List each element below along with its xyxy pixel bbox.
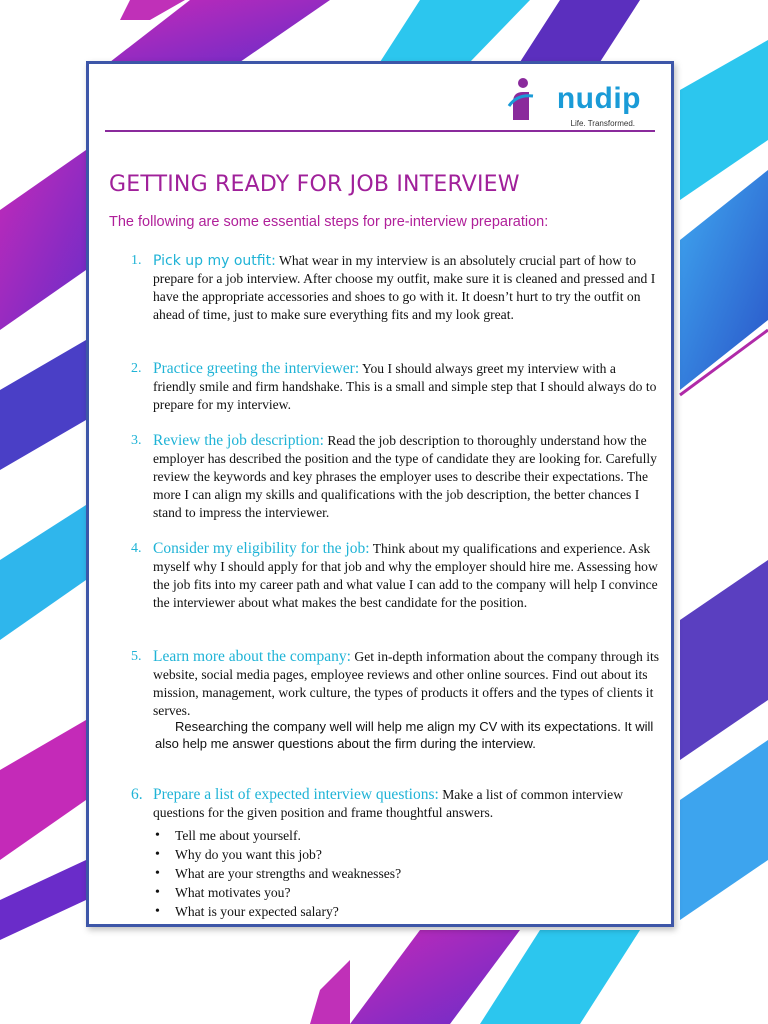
step-body: What wear in my interview is an absolutely crucial part of how to prepare for a job interview. After choose my outfit, make sure it is cleaned and pressed and I have the appropriate accessories and shoes to go with it. It doesn’t hurt to try the outfit on ahead of time, just to make sure everything fits and my look great.: [153, 253, 656, 322]
question-list: [155, 826, 401, 921]
step-heading: Learn more about the company:: [153, 648, 351, 665]
person-icon: [507, 76, 537, 120]
brand-logo: [501, 76, 641, 130]
list-item: • What motivates you?: [155, 883, 401, 902]
step-note: Researching the company well will help me align my CV with its expectations. It will also help me answer questions about the firm during the interview.: [155, 719, 654, 751]
list-item: • Tell me about yourself.: [155, 826, 401, 845]
step-item: [131, 540, 661, 612]
intro-text: The following are some essential steps for pre-interview preparation:: [109, 214, 549, 230]
page-title: GETTING READY FOR JOB INTERVIEW: [109, 172, 520, 197]
header-divider: [105, 130, 655, 132]
step-heading: Consider my eligibility for the job:: [153, 540, 370, 557]
brand-name: nudip: [556, 82, 641, 115]
step-number: 3.: [131, 433, 142, 448]
list-item: • What are your strengths and weaknesses?: [155, 864, 401, 883]
step-heading: Pick up my outfit:: [153, 253, 276, 269]
brand-tagline: Life. Transformed.: [570, 119, 635, 128]
step-number: 1.: [131, 253, 142, 268]
step-item: [131, 432, 661, 522]
step-number: 6.: [131, 786, 143, 803]
step-body: You I should always greet my interview with a friendly smile and firm handshake. This is a small and simple step that I should always do to prepare for my interview.: [153, 361, 657, 412]
step-number: 4.: [131, 541, 142, 556]
step-item: [131, 360, 661, 414]
step-body: Read the job description to thoroughly understand how the employer has described the position and the type of candidate they are looking for. Carefully review the keywords and key phrases the employer uses to describe their expectations. The more I can align my skills and qualifications with the job description, the better chances I stand to impress the interviewer.: [153, 433, 657, 520]
list-item: • What is your expected salary?: [155, 902, 401, 921]
step-number: 5.: [131, 649, 142, 664]
step-item: [131, 252, 661, 324]
step-heading: Practice greeting the interviewer:: [153, 360, 360, 377]
step-body: Think about my qualifications and experience. Ask myself why I should apply for that job and why the employer should hire me. Assessing how the job fits into my career path and what value I can add to the company will help I convince the interviewer about what makes the best candidate for the position.: [153, 541, 658, 610]
document-page: [86, 61, 674, 927]
step-heading: Review the job description:: [153, 432, 324, 449]
step-item: [131, 786, 661, 822]
step-heading: Prepare a list of expected interview questions:: [153, 786, 439, 803]
step-body: Get in-depth information about the company through its website, social media pages, employee reviews and other online sources. Find out about its mission, management, work culture, the types of products it offers and the types of clients it serves.: [153, 649, 660, 718]
step-body: Make a list of common interview questions for the given position and frame thoughtful answers.: [153, 787, 624, 820]
step-item: [131, 648, 661, 720]
list-item: • Why do you want this job?: [155, 845, 401, 864]
step-number: 2.: [131, 361, 142, 376]
